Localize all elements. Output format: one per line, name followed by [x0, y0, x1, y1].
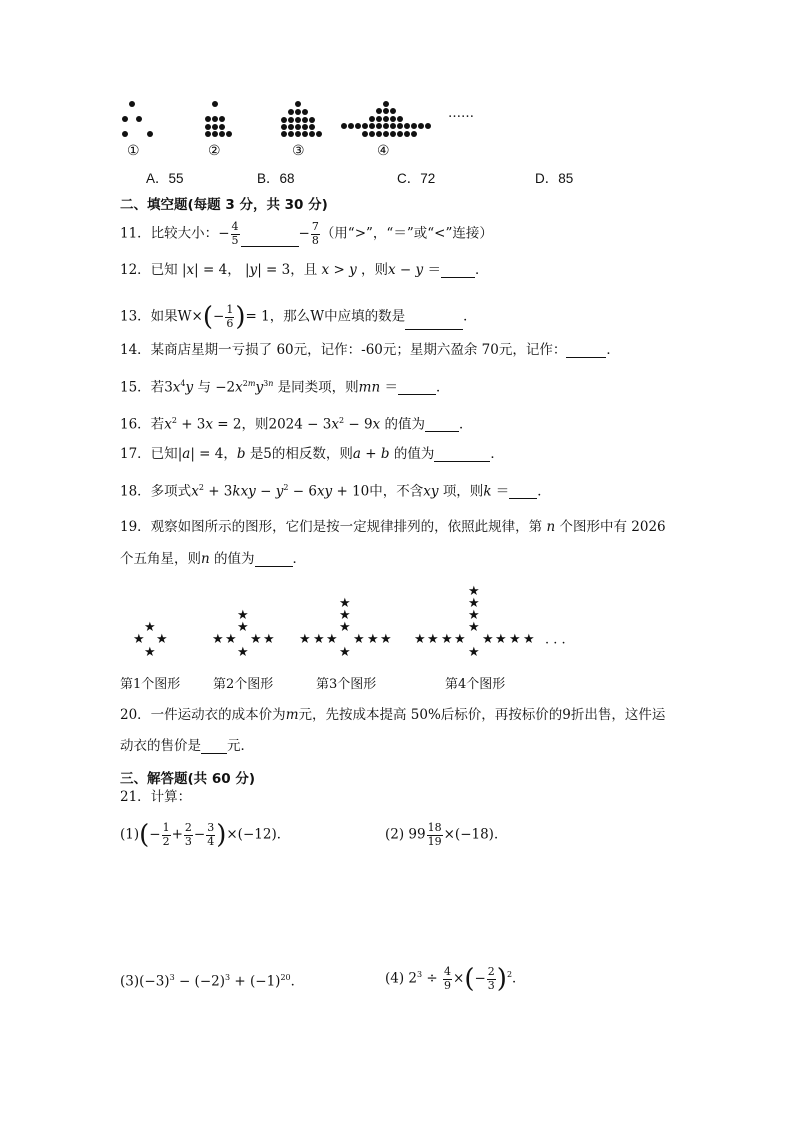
question-19-line-2: 个五角星，则n 的值为 ． [120, 551, 306, 567]
question-19-line-1: 19．观察如图所示的图形，它们是按一定规律排列的，依照此规律，第 n 个图形中有 2026 [120, 519, 666, 535]
stars-ellipsis: · · · [545, 636, 566, 651]
option-a: A．55 [146, 171, 184, 186]
figure-label-1: ① [127, 143, 140, 159]
figure-label-4: ④ [377, 143, 390, 159]
option-c: C．72 [397, 171, 436, 186]
star-caption-2: 第2个图形 [213, 677, 274, 692]
question-21-part-3: $(3)(-3)^3 - (-2)^3 + (-1)^{20}$． [120, 973, 305, 990]
star-caption-1: 第1个图形 [120, 677, 181, 692]
question-15: 15．若$3x^4y$ 与 $-2x^{2m}y^{3n}$ 是同类项，则mn ＝ ． [120, 379, 450, 396]
question-18: 18．多项式$x^2 + 3kxy - y^2 - 6xy + 10$中，不含xy 项，则k ＝ ． [120, 483, 551, 500]
question-16: 16．若$x^2 + 3x = 2$，则$2024 - 3x^2 - 9x$ 的值为 ． [120, 416, 473, 433]
figure-label-2: ② [208, 143, 221, 159]
question-21-part-2: (2) 99 $\frac{18}{19}$ ×(−18)． [385, 821, 508, 848]
star-caption-3: 第3个图形 [316, 677, 377, 692]
option-b: B．68 [257, 171, 295, 186]
section-solve-title: 三、解答题(共 60 分) [120, 771, 256, 787]
question-21-part-1: (1)(− $\frac{1}{2}$ + $\frac{2}{3}$ − $\frac{3}{4}$ )×(−12)． [120, 820, 291, 851]
question-17: 17．已知|a| = 4，b 是5的相反数，则a + b 的值为 ． [120, 446, 504, 462]
question-13: 13．如果W×(− $\frac{1}{6}$ )= 1，那么W中应填的数是 ． [120, 302, 477, 333]
question-20-line-2: 动衣的售价是 元． [120, 738, 254, 754]
figure-label-3: ③ [292, 143, 305, 159]
question-21-title: 21．计算： [120, 789, 192, 805]
question-21-part-4: (4) $2^3$ ÷ $\frac{4}{9}$ ×(− $\frac{2}{3}$ )$^2$． [385, 964, 526, 995]
question-12: 12．已知 |x| = 4， |y| = 3，且 x > y ，则x − y ＝ ． [120, 262, 489, 278]
option-d: D．85 [535, 171, 574, 186]
question-14: 14．某商店星期一亏损了 60元，记作：-60元；星期六盈余 70元，记作： ． [120, 342, 620, 358]
star-caption-4: 第4个图形 [445, 677, 506, 692]
section-fill-blank-title: 二、填空题(每题 3 分，共 30 分) [120, 197, 328, 213]
dots-ellipsis: …… [448, 106, 474, 121]
exam-page: …… ① ② ③ ④ A．55 B．68 C．72 D．85 二、填空题(每题 3 分，共 30 分) 11．比较大小：− $\frac{4}{5}$ − $\frac{7}{8}$ （用“>”，“＝”或“<”连接） 12．已知 |x| = 4， |y| = 3，且 x > y ，则x − y ＝ ． 13．如果W×(− $\frac{1}{6}$ )= 1，那么W中应填的数是 ． 14．某商店星期一亏损了 60元，记作：-60元；星期六盈余 70元，记作： ． 15．若$3x^4y$ 与 $-2x^{2m}y^{3n}$ 是同类项，则mn ＝ ． 16．若$x^2 + 3x = 2$，则$2024 - 3x^2 - 9x$ 的值为 ． 17．已知|a| = 4，b 是5的相反数，则a + b 的值为 ． 18．多项式$x^2 + 3kxy - y^2 - 6xy + 10$中，不含xy 项，则k ＝ ． 19．观察如图所示的图形，它们是按一定规律排列的，依照此规律，第 n 个图形中有 2026 个五角星，则n 的值为 ． ★ ★ ★ ★ ★ ★ ★ ★ ★ ★ ★ ★ ★ ★ ★ ★ ★ ★ ★ ★ ★ ★ ★ ★ ★ ★ ★ ★ ★ ★ ★ ★ ★ ★ · · · 第1个图形 第2个图形 第3个图形 第4个图形 20．一件运动衣的成本价为m元，先按成本提高 50%后标价，再按标价的9折出售，这件运 动衣的售价是 元． 三、解答题(共 60 分) 21．计算： (1)(− $\frac{1}{2}$ + $\frac{2}{3}$ − $\frac{3}{4}$ )×(−12)． (2) 99 $\frac{18}{19}$ ×(−18)． $(3)(-3)^3 - (-2)^3 + (-1)^{20}$． (4) $2^3$ ÷ $\frac{4}{9}$ ×(− $\frac{2}{3}$ )$^2$． [0, 0, 794, 1123]
question-20-line-1: 20．一件运动衣的成本价为m元，先按成本提高 50%后标价，再按标价的9折出售，这件运 [120, 707, 666, 723]
question-11: 11．比较大小：− $\frac{4}{5}$ − $\frac{7}{8}$ （用“>”，“＝”或“<”连接） [120, 220, 493, 247]
